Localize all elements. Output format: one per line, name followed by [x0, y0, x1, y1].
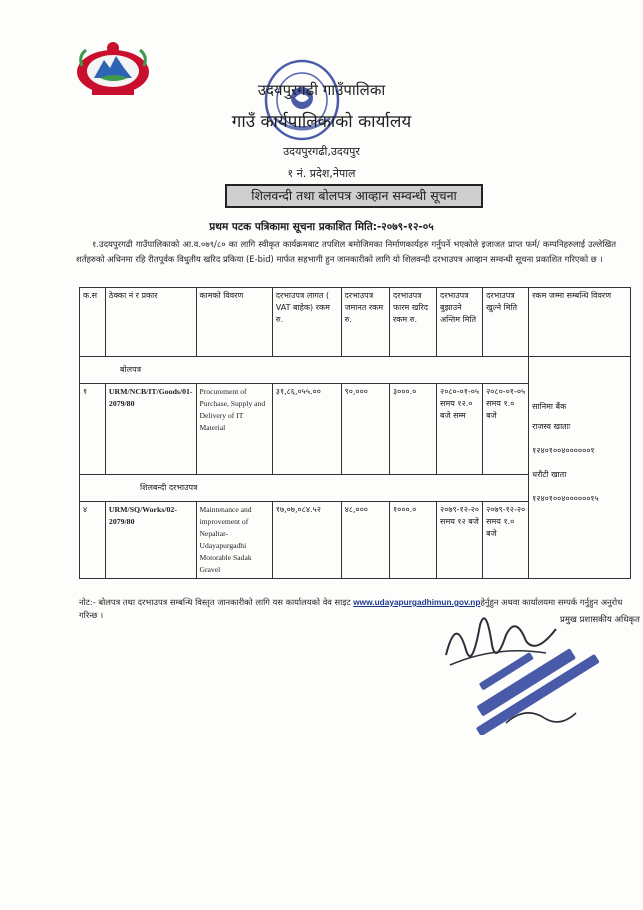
- section-label: शिलबन्दी दरभाउपत्र: [80, 475, 529, 502]
- table-header-row: [80, 288, 631, 357]
- cost-amount: ३१,८६,०५५.००: [272, 384, 341, 475]
- office-name: गाउँ कार्यपालिकाको कार्यालय: [231, 112, 412, 132]
- contract-number: URM/SQ/Works/02-2079/80: [105, 502, 196, 579]
- signatory-title: प्रमुख प्रशासकीय अधिकृत: [560, 615, 640, 625]
- serial-number: १: [80, 384, 106, 475]
- deposit-label: धरौटी खाता: [532, 470, 567, 479]
- publication-date: प्रथम पटक पत्रिकामा सूचना प्रकाशित मिति:-२०७९-१२-०५: [209, 221, 434, 233]
- submission-deadline: [437, 384, 483, 475]
- deposit-details: [529, 357, 631, 579]
- province-line: १ नं. प्रदेश,नेपाल: [287, 167, 356, 180]
- form-fee: ३०००.०: [390, 384, 437, 475]
- note-text-end: हेर्नुहुन अथवा कार्यालयमा सम्पर्क गर्नुहुन अनुरोध गरिन्छ ।: [79, 597, 623, 620]
- security-amount: ९०,०००: [341, 384, 389, 475]
- cost-amount: १७,०७,०८४.५२: [272, 502, 341, 579]
- tender-table: [79, 287, 631, 579]
- col-header: क.स: [80, 288, 106, 357]
- submission-time: समय १२ बजे: [440, 517, 479, 526]
- revenue-account: १२४०१००४००००००१: [532, 446, 595, 455]
- opening-date: २०७९-१२-२०: [486, 505, 526, 514]
- revenue-label: राजस्व खाताः: [532, 422, 571, 431]
- col-header: कामको विवरण: [196, 288, 272, 357]
- submission-date: २०८०-०१-०५: [440, 387, 480, 396]
- col-header: दरभाउपत्र जमानत रकम रु.: [341, 288, 389, 357]
- work-description: Maintenance and improvement of Nepaltar-Udayapurgadhi Motorable Sadak Gravel: [196, 502, 272, 579]
- opening-schedule: [483, 502, 529, 579]
- bank-name: सानिमा बैंक: [532, 402, 567, 411]
- form-fee: १०००.०: [390, 502, 437, 579]
- deposit-account: १२४०१००४००००००१५: [532, 494, 599, 503]
- col-header: दरभाउपत्र लागत ( VAT बाहेक) रकम रु.: [272, 288, 341, 357]
- opening-date: २०८०-०१-०५: [486, 387, 526, 396]
- serial-number: ४: [80, 502, 106, 579]
- submission-time: समय १२.० बजे सम्म: [440, 399, 473, 420]
- contract-number: URM/NCB/IT/Goods/01-2079/80: [105, 384, 196, 475]
- intro-paragraph: १.उदयपुरगढी गाउँपालिकाको आ.व.०७९/८० का लागि स्वीकृत कार्यक्रमबाट तपशिल बमोजिमका निर्माणकार्यहरु गर्नुपर्ने भएकोले इजाजत प्राप्त फर्म/ कम्पनिहरुलाई उल्लेखित शर्तहरुको अधिनमा रहि रीतपूर्वक विधुतीय खरिद प्रकिया (E-bid) मार्फत सहभागी हुन जानकारीको लागि यो शिलवन्दी दरभाउपत्र आव्हान सम्वन्धी सूचना प्रकाशित गरिएको छ ।: [76, 239, 616, 264]
- section-label: बोलपत्र: [80, 357, 529, 384]
- col-header: रकम जम्मा सम्बन्धि विवरण: [529, 288, 631, 357]
- work-description: Procurement of Purchase, Supply and Delivery of IT Material: [196, 384, 272, 475]
- col-header: दरभाउपत्र फारम खरिद रकम रु.: [390, 288, 437, 357]
- opening-time: समय १.० बजे: [486, 399, 515, 420]
- website-link[interactable]: www.udayapurgadhimun.gov.np: [353, 597, 481, 607]
- submission-date: २०७९-१२-२०: [440, 505, 480, 514]
- security-amount: ४८,०००: [341, 502, 389, 579]
- municipality-name: उदयपुरगढी गाउँपालिका: [257, 81, 386, 99]
- section-row-bid: [80, 357, 631, 384]
- notice-title: शिलवन्दी तथा बोलपत्र आव्हान सम्वन्धी सूचना: [225, 184, 483, 208]
- col-header: ठेक्का नं र प्रकार: [105, 288, 196, 357]
- col-header: दरभाउपत्र खुल्ने मिति: [483, 288, 529, 357]
- col-header: दरभाउपत्र बुझाउने अन्तिम मिति: [437, 288, 483, 357]
- opening-schedule: [483, 384, 529, 475]
- office-address: उदयपुरगढी,उदयपुर: [283, 145, 360, 158]
- opening-time: समय १.० बजे: [486, 517, 515, 538]
- note-text-start: नोट:- बोलपत्र तथा दरभाउपत्र सम्बन्धि विस्तृत जानकारीको लागि यस कार्यालयको वेव साइट: [79, 597, 351, 607]
- submission-deadline: [437, 502, 483, 579]
